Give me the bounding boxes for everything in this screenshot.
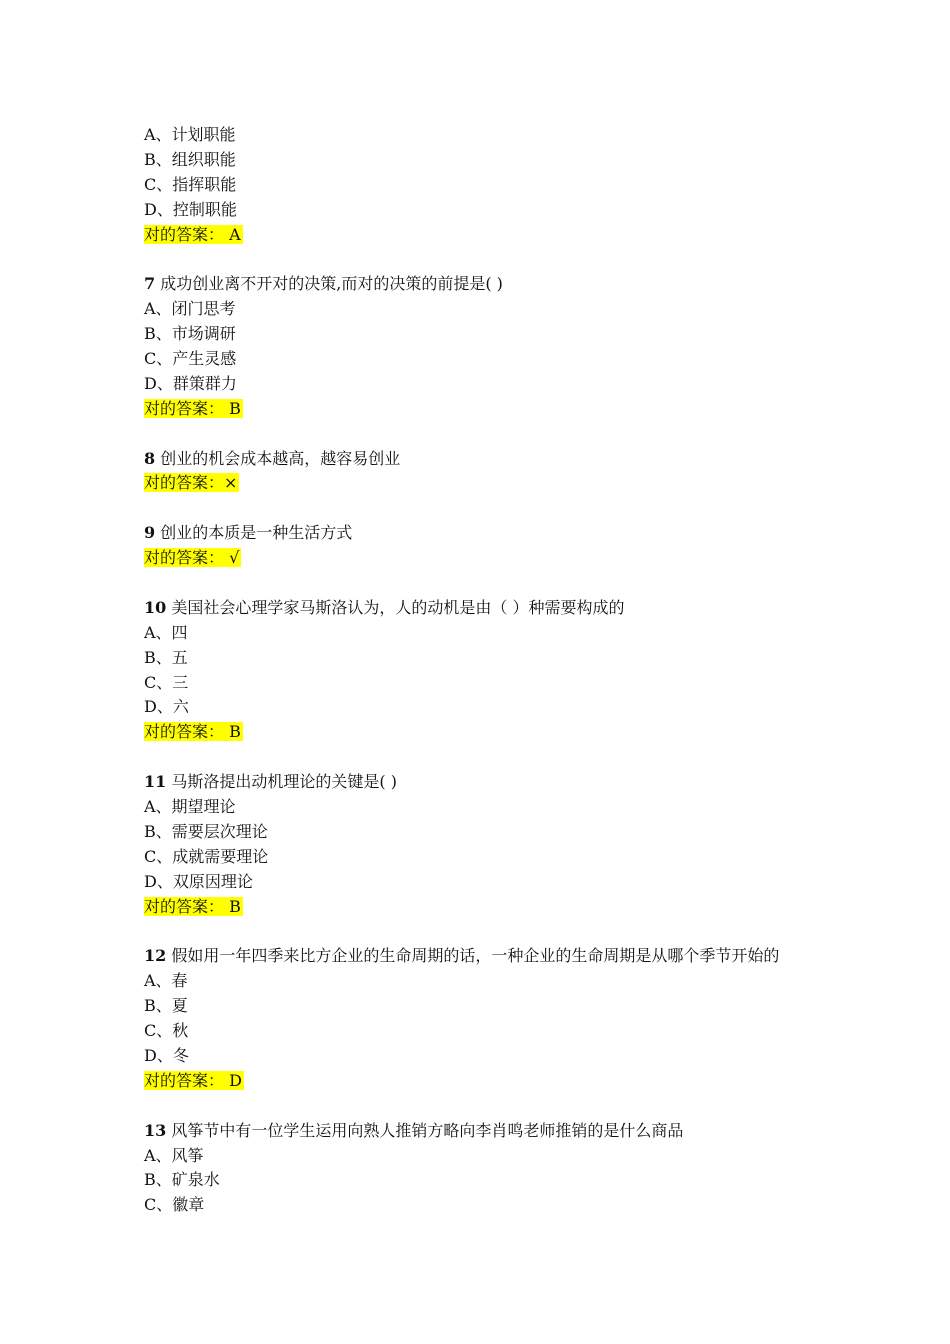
answer-highlight: 对的答案： D	[144, 1070, 242, 1090]
answer-line	[144, 720, 844, 745]
answer-line	[144, 223, 844, 248]
spacer	[144, 920, 844, 945]
spacer	[144, 496, 844, 521]
question-line	[144, 521, 844, 546]
answer-line	[144, 397, 844, 422]
option-line: B、组织职能	[144, 149, 236, 169]
answer-highlight: 对的答案： B	[144, 896, 241, 916]
question-number: 7	[144, 274, 156, 294]
answer-highlight: 对的答案： √	[144, 548, 240, 568]
document-page	[144, 123, 844, 1218]
question-line	[144, 944, 844, 969]
spacer	[144, 571, 844, 596]
option-line: B、市场调研	[144, 324, 236, 344]
answer-line	[144, 1069, 844, 1094]
option-line: B、五	[144, 647, 188, 667]
option-line: C、成就需要理论	[144, 846, 269, 866]
option-line: D、群策群力	[144, 373, 237, 393]
spacer	[144, 247, 844, 272]
question-text: 美国社会心理学家马斯洛认为，人的动机是由（ ）种需要构成的	[171, 597, 625, 617]
spacer	[144, 1094, 844, 1119]
option-line: C、三	[144, 672, 189, 692]
question-line	[144, 272, 844, 297]
question-text: 成功创业离不开对的决策,而对的决策的前提是( )	[160, 274, 503, 294]
option-line: C、徽章	[144, 1195, 205, 1215]
option-line: B、夏	[144, 996, 188, 1016]
answer-line	[144, 471, 844, 496]
question-line	[144, 596, 844, 621]
option-line: D、冬	[144, 1045, 189, 1065]
option-line: A、闭门思考	[144, 299, 236, 319]
answer-highlight: 对的答案：×	[144, 473, 238, 493]
option-line: D、六	[144, 697, 189, 717]
question-line	[144, 770, 844, 795]
answer-line	[144, 895, 844, 920]
answer-line	[144, 546, 844, 571]
question-text: 创业的本质是一种生活方式	[160, 523, 353, 543]
spacer	[144, 422, 844, 447]
question-text: 创业的机会成本越高，越容易创业	[160, 448, 401, 468]
option-line: B、矿泉水	[144, 1170, 220, 1190]
answer-highlight: 对的答案： B	[144, 722, 241, 742]
question-line	[144, 1119, 844, 1144]
question-number: 12	[144, 946, 167, 966]
option-line: D、双原因理论	[144, 871, 253, 891]
option-line: D、控制职能	[144, 199, 237, 219]
question-number: 9	[144, 523, 156, 543]
option-line: C、指挥职能	[144, 174, 237, 194]
option-line: B、需要层次理论	[144, 821, 268, 841]
option-line: A、风筝	[144, 1145, 204, 1165]
question-line	[144, 447, 844, 472]
spacer	[144, 745, 844, 770]
option-line: A、春	[144, 971, 188, 991]
answer-highlight: 对的答案： B	[144, 398, 241, 418]
question-number: 8	[144, 448, 156, 468]
question-text: 假如用一年四季来比方企业的生命周期的话，一种企业的生命周期是从哪个季节开始的	[171, 946, 780, 966]
question-text: 马斯洛提出动机理论的关键是( )	[171, 772, 397, 792]
option-line: A、期望理论	[144, 797, 236, 817]
option-line: A、计划职能	[144, 125, 236, 144]
option-line: C、产生灵感	[144, 349, 237, 369]
question-number: 10	[144, 597, 167, 617]
question-number: 13	[144, 1120, 167, 1140]
option-line: C、秋	[144, 1021, 189, 1041]
answer-highlight: 对的答案： A	[144, 224, 241, 244]
question-number: 11	[144, 772, 167, 792]
option-line: A、四	[144, 622, 188, 642]
question-text: 风筝节中有一位学生运用向熟人推销方略向李肖鸣老师推销的是什么商品	[171, 1120, 684, 1140]
